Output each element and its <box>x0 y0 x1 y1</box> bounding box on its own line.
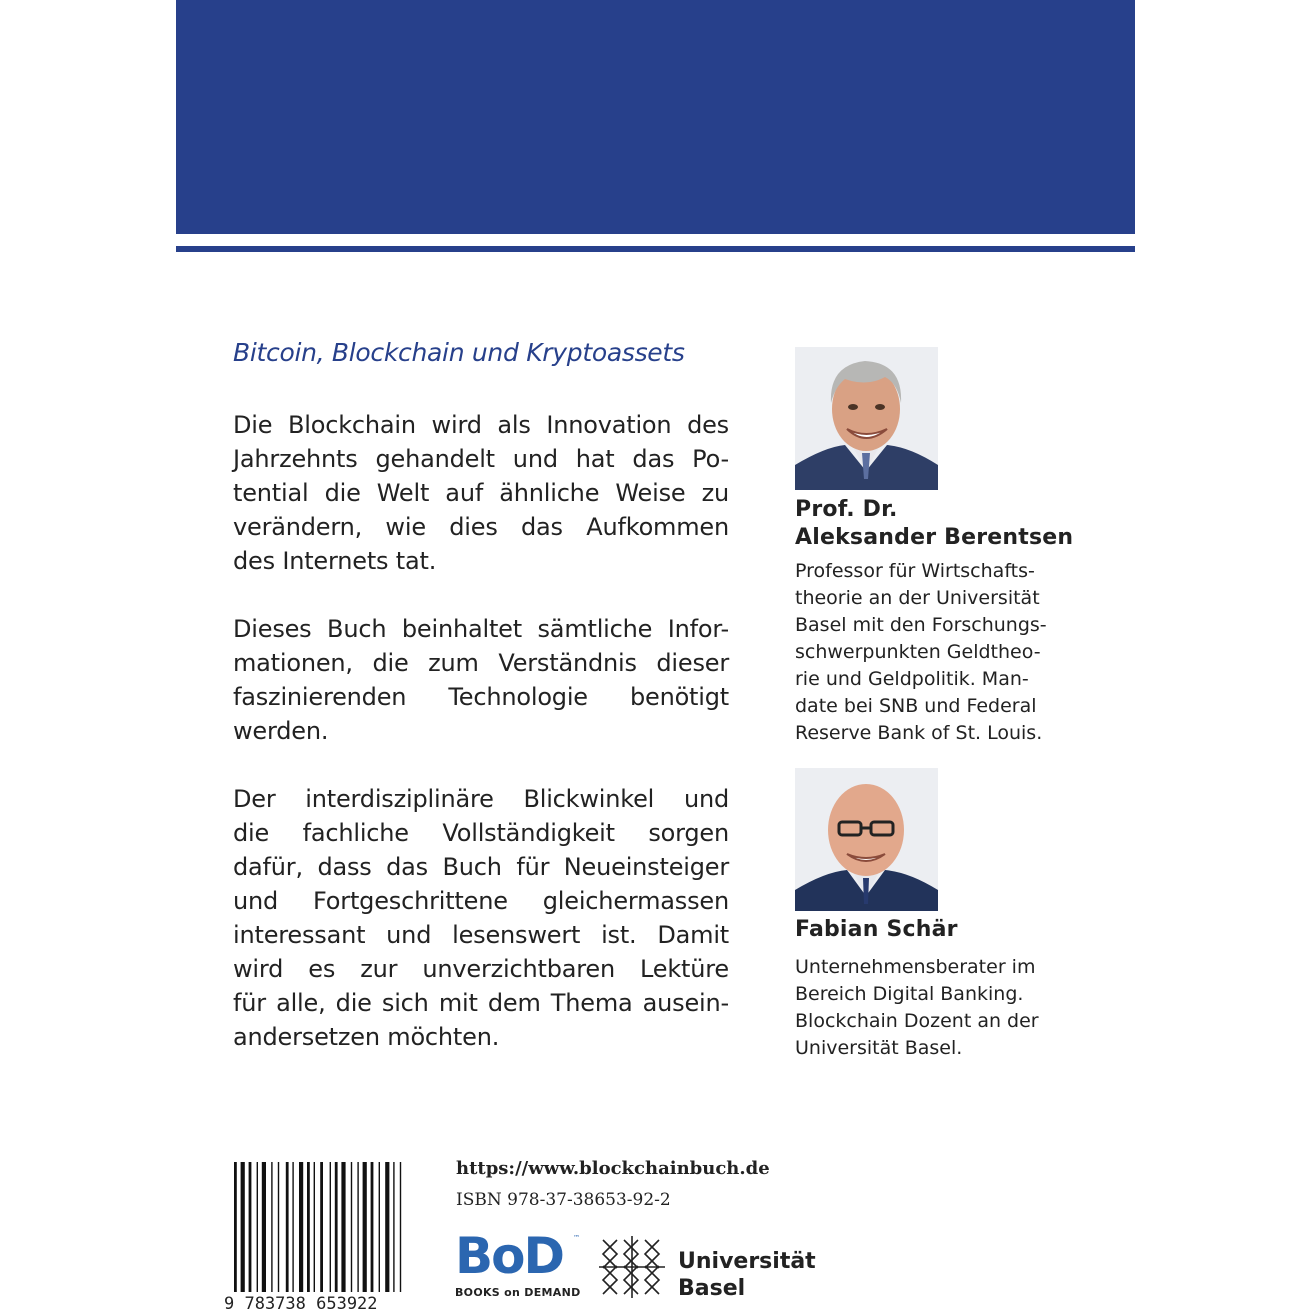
barcode-bar <box>320 1162 323 1292</box>
blurb-line: mationen, die zum Verständnis dieser <box>233 649 729 677</box>
university-logo-line: Universität <box>678 1249 816 1274</box>
bod-logo-tm: ™ <box>573 1234 580 1242</box>
blurb-line: Die Blockchain wird als Innovation des <box>233 411 729 439</box>
blurb-line: werden. <box>233 717 329 745</box>
book-subtitle: Bitcoin, Blockchain und Kryptoassets <box>233 338 685 367</box>
cover-divider-line <box>176 246 1135 252</box>
author-bio-line: Blockchain Dozent an der <box>795 1010 1039 1032</box>
barcode-bar <box>234 1162 237 1292</box>
barcode-bar <box>351 1162 352 1292</box>
barcode-bar <box>257 1162 258 1292</box>
barcode-bar <box>330 1162 331 1292</box>
blurb-line: des Internets tat. <box>233 547 437 575</box>
university-basel-logo-text <box>678 1248 816 1302</box>
barcode-bar <box>363 1162 367 1292</box>
barcode-bar <box>357 1162 358 1292</box>
author-bio-line: date bei SNB und Federal <box>795 695 1037 717</box>
author-bio-line: Universität Basel. <box>795 1037 963 1059</box>
blurb-line: dafür, dass das Buch für Neueinsteiger <box>233 853 729 881</box>
blurb-line: Der interdisziplinäre Blickwinkel und <box>233 785 729 813</box>
barcode-number: 9 783738 653922 <box>224 1294 378 1312</box>
barcode-bar <box>262 1162 266 1292</box>
blurb-line: für alle, die sich mit dem Thema ausein- <box>233 989 729 1017</box>
barcode-bar <box>314 1162 315 1292</box>
blurb-line: tential die Welt auf ähnliche Weise zu <box>233 479 729 507</box>
blurb-line: die fachliche Vollständigkeit sorgen <box>233 819 729 847</box>
blurb-line: andersetzen möchten. <box>233 1023 500 1051</box>
blurb-line: wird es zur unverzichtbaren Lektüre <box>233 955 729 983</box>
author-bio-line: theorie an der Universität <box>795 587 1040 609</box>
isbn-barcode <box>222 1162 430 1312</box>
website-url: https://www.blockchainbuch.de <box>456 1158 770 1179</box>
barcode-bar <box>400 1162 401 1292</box>
author-photo-berentsen <box>795 347 938 490</box>
author-name-schaer <box>795 916 958 944</box>
blurb-line: Jahrzehnts gehandelt und hat das Po- <box>233 445 729 473</box>
blurb-paragraph-3 <box>233 782 729 1054</box>
barcode-bar <box>249 1162 252 1292</box>
author-name-line: Prof. Dr. <box>795 497 898 522</box>
bod-logo-subtitle: BOOKS on DEMAND <box>455 1286 581 1299</box>
author-name-line: Aleksander Berentsen <box>795 525 1074 550</box>
author-bio-line: Professor für Wirtschafts- <box>795 560 1035 582</box>
blurb-line: interessant und lesenswert ist. Damit <box>233 921 729 949</box>
barcode-bars <box>234 1162 401 1292</box>
barcode-bar <box>286 1162 289 1292</box>
barcode-bar <box>393 1162 394 1292</box>
blurb-line: verändern, wie dies das Aufkommen <box>233 513 729 541</box>
blurb-line: Dieses Buch beinhaltet sämtliche Infor- <box>233 615 729 643</box>
author-bio-schaer <box>795 954 1095 1062</box>
blurb-paragraph-2 <box>233 612 729 748</box>
author-bio-berentsen <box>795 558 1095 747</box>
author-photo-schaer <box>795 768 938 911</box>
author-name-line: Fabian Schär <box>795 917 958 942</box>
blurb-paragraph-1 <box>233 408 729 578</box>
barcode-bar <box>371 1162 374 1292</box>
barcode-bar <box>341 1162 345 1292</box>
barcode-bar <box>271 1162 272 1292</box>
author-bio-line: rie und Geldpolitik. Man- <box>795 668 1029 690</box>
author-bio-line: Bereich Digital Banking. <box>795 983 1024 1005</box>
author-bio-line: Unternehmensberater im <box>795 956 1036 978</box>
author-bio-line: Reserve Bank of St. Louis. <box>795 722 1043 744</box>
blurb-line: und Fortgeschrittene gleichermassen <box>233 887 729 915</box>
author-bio-line: Basel mit den Forschungs- <box>795 614 1047 636</box>
bod-logo-word: BoD <box>455 1227 563 1285</box>
barcode-bar <box>299 1162 303 1292</box>
blurb-line: faszinierenden Technologie benötigt <box>233 683 729 711</box>
barcode-bar <box>278 1162 279 1292</box>
cover-top-band <box>176 0 1135 234</box>
barcode-bar <box>385 1162 389 1292</box>
barcode-bar <box>379 1162 380 1292</box>
bod-logo <box>455 1227 587 1304</box>
author-name-berentsen <box>795 496 1073 552</box>
barcode-bar <box>241 1162 245 1292</box>
author-bio-line: schwerpunkten Geldtheo- <box>795 641 1041 663</box>
university-basel-mark-icon <box>599 1236 665 1298</box>
barcode-bar <box>335 1162 338 1292</box>
university-logo-line: Basel <box>678 1276 746 1301</box>
barcode-bar <box>307 1162 310 1292</box>
barcode-bar <box>292 1162 293 1292</box>
isbn-text: ISBN 978-37-38653-92-2 <box>456 1190 671 1210</box>
